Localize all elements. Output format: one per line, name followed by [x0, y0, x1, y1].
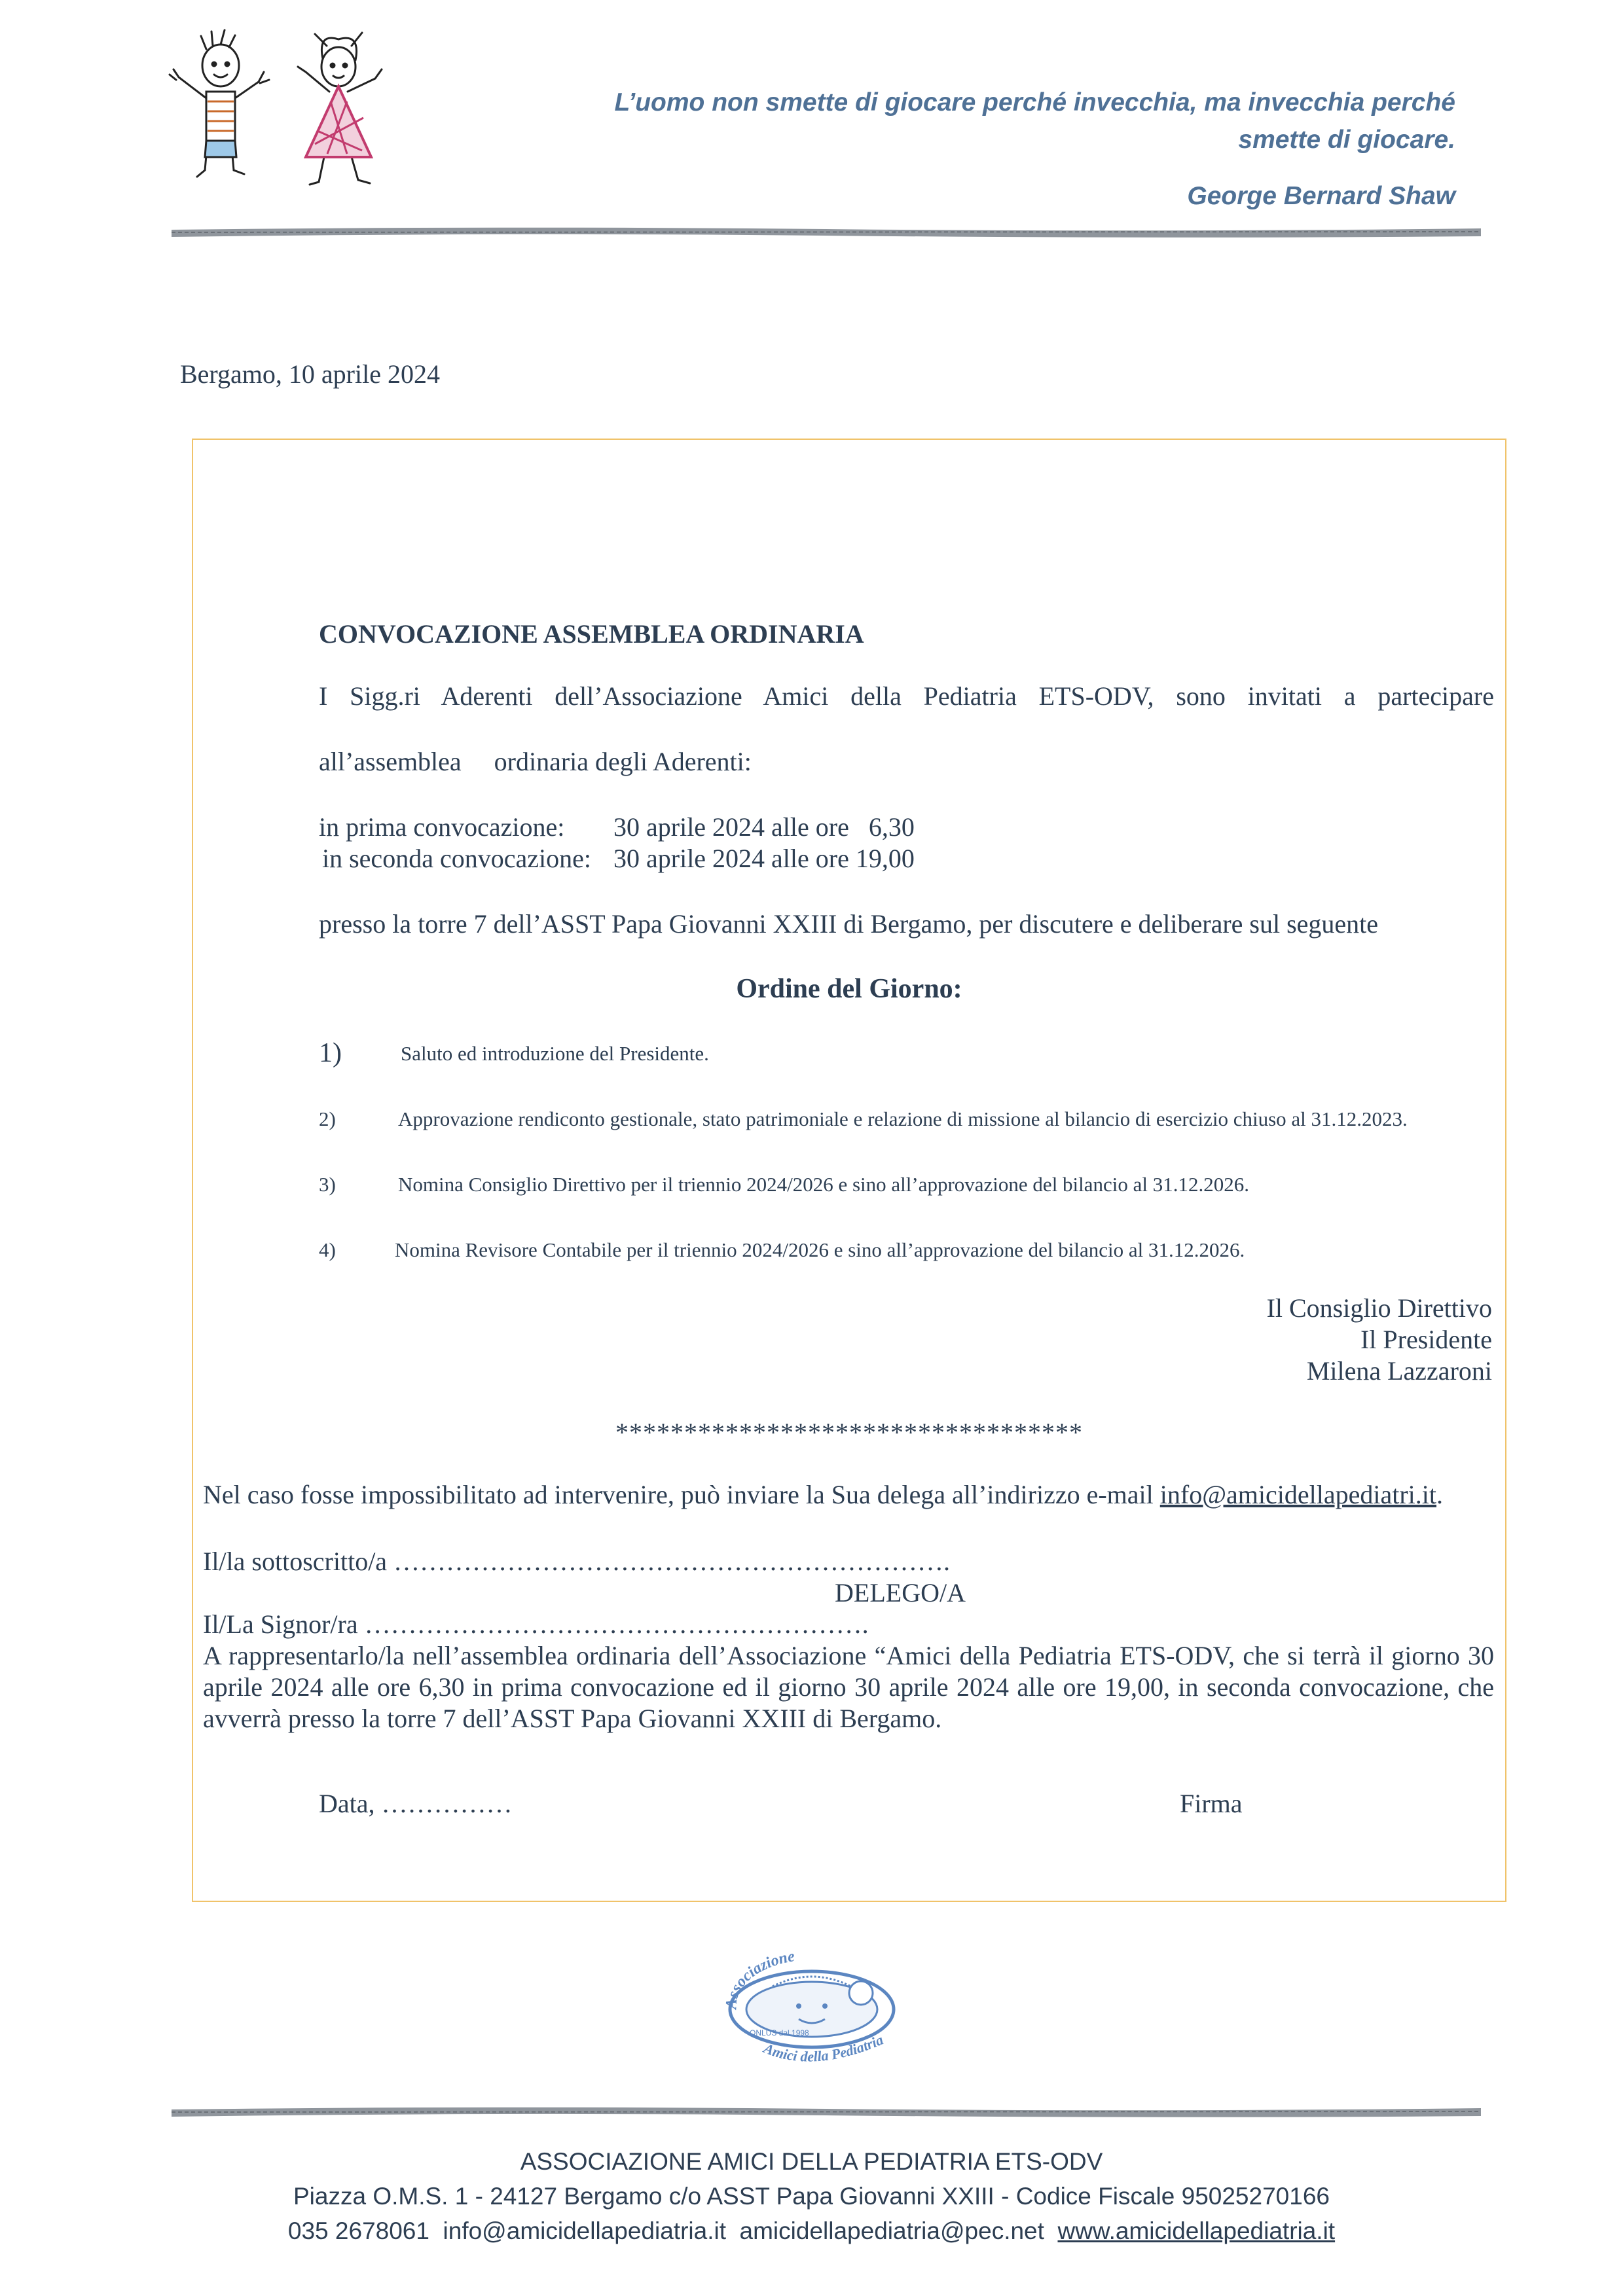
undersigned-line: Il/la sottoscritto/a ……………………………………………………….	[203, 1547, 951, 1576]
intro-line-1: I Sigg.ri Aderenti dell’Associazione Amici della Pediatria ETS-ODV, sono invitati a partecipare	[319, 681, 1494, 711]
logo-bottom-text: Amici della Pediatria	[761, 2031, 886, 2065]
kids-illustration	[167, 20, 403, 196]
delego-label: DELEGO/A	[835, 1578, 966, 1607]
notice-email-link[interactable]: info@amicidellapediatri.it	[1159, 1480, 1437, 1509]
agenda-item: Nomina Consiglio Direttivo per il triennio 2024/2026 e sino all’approvazione del bilancio al 31.12.2026.	[398, 1173, 1250, 1196]
footer-org-name: ASSOCIAZIONE AMICI DELLA PEDIATRIA ETS-ODV	[520, 2148, 1103, 2175]
quote-line-1: L’uomo non smette di giocare perché invecchia, ma invecchia perché	[614, 88, 1455, 117]
signature-line: Il Presidente	[1360, 1325, 1492, 1354]
separator-stars: **********************************	[615, 1418, 1083, 1447]
logo-badge-text: ONLUS dal 1998	[750, 2028, 809, 2037]
header-divider	[172, 224, 1481, 240]
agenda-title: Ordine del Giorno:	[736, 974, 962, 1004]
footer-website-link[interactable]: www.amicidellapediatria.it	[1057, 2217, 1336, 2244]
first-call-value: 30 aprile 2024 alle ore 6,30	[613, 812, 915, 842]
agenda-item: Approvazione rendiconto gestionale, stato patrimoniale e relazione di missione al bilancio di esercizio chiuso al 31.12.2023.	[398, 1107, 1408, 1130]
signature-block	[1267, 1293, 1492, 1387]
footer-pec[interactable]: amicidellapediatria@pec.net	[739, 2217, 1044, 2244]
footer-phone: 035 2678061	[287, 2217, 429, 2244]
location-line: presso la torre 7 dell’ASST Papa Giovanni XXIII di Bergamo, per discutere e deliberare sul seguente	[319, 909, 1379, 939]
agenda-number: 1)	[319, 1038, 342, 1068]
agenda-number: 2)	[319, 1107, 336, 1130]
quote-author: George Bernard Shaw	[1187, 182, 1455, 210]
signature-field-label: Firma	[1180, 1789, 1243, 1818]
notice-text: Nel caso fosse impossibilitato ad intervenire, può inviare la Sua delega all’indirizzo e-mail	[203, 1480, 1160, 1509]
footer-divider	[172, 2104, 1481, 2120]
second-call-value: 30 aprile 2024 alle ore 19,00	[613, 844, 915, 873]
signature-line: Il Consiglio Direttivo	[1266, 1293, 1492, 1323]
convocation-title: CONVOCAZIONE ASSEMBLEA ORDINARIA	[319, 619, 864, 649]
agenda-item: Nomina Revisore Contabile per il triennio 2024/2026 e sino all’approvazione del bilancio al 31.12.2026.	[395, 1238, 1245, 1261]
second-call-label: in seconda convocazione:	[322, 844, 591, 873]
footer-address: Piazza O.M.S. 1 - 24127 Bergamo c/o ASST Papa Giovanni XXIII - Codice Fiscale 95025270166	[293, 2183, 1330, 2210]
association-logo	[710, 1947, 926, 2072]
header-quote	[408, 84, 1455, 158]
delegation-notice	[203, 1479, 1494, 1511]
date-field-label: Data, ……………	[319, 1789, 513, 1818]
first-call-label: in prima convocazione:	[319, 812, 565, 842]
signor-line: Il/La Signor/ra ………………………………………………….	[203, 1609, 869, 1639]
notice-end: .	[1436, 1480, 1444, 1509]
intro-line-2: all’assemblea ordinaria degli Aderenti:	[319, 747, 752, 776]
agenda-number: 4)	[319, 1238, 336, 1261]
footer-email[interactable]: info@amicidellapediatria.it	[443, 2217, 726, 2244]
quote-line-2: smette di giocare.	[1238, 126, 1455, 154]
signature-line: Milena Lazzaroni	[1306, 1356, 1492, 1386]
agenda-item: Saluto ed introduzione del Presidente.	[401, 1042, 709, 1065]
footer-contacts	[0, 2217, 1623, 2245]
place-date: Bergamo, 10 aprile 2024	[180, 359, 440, 389]
agenda-number: 3)	[319, 1173, 336, 1196]
delegation-body: A rappresentarlo/la nell’assemblea ordinaria dell’Associazione “Amici della Pediatria ETS-ODV, che si terrà il giorno 30 aprile 2024 alle ore 6,30 in prima convocazione ed il giorno 30 aprile 2024 alle ore 19,00, in seconda convocazione, che avverrà presso la torre 7 dell’ASST Papa Giovanni XXIII di Bergamo.	[203, 1641, 1494, 1733]
logo-arc-text: Associazione	[723, 1948, 796, 2010]
